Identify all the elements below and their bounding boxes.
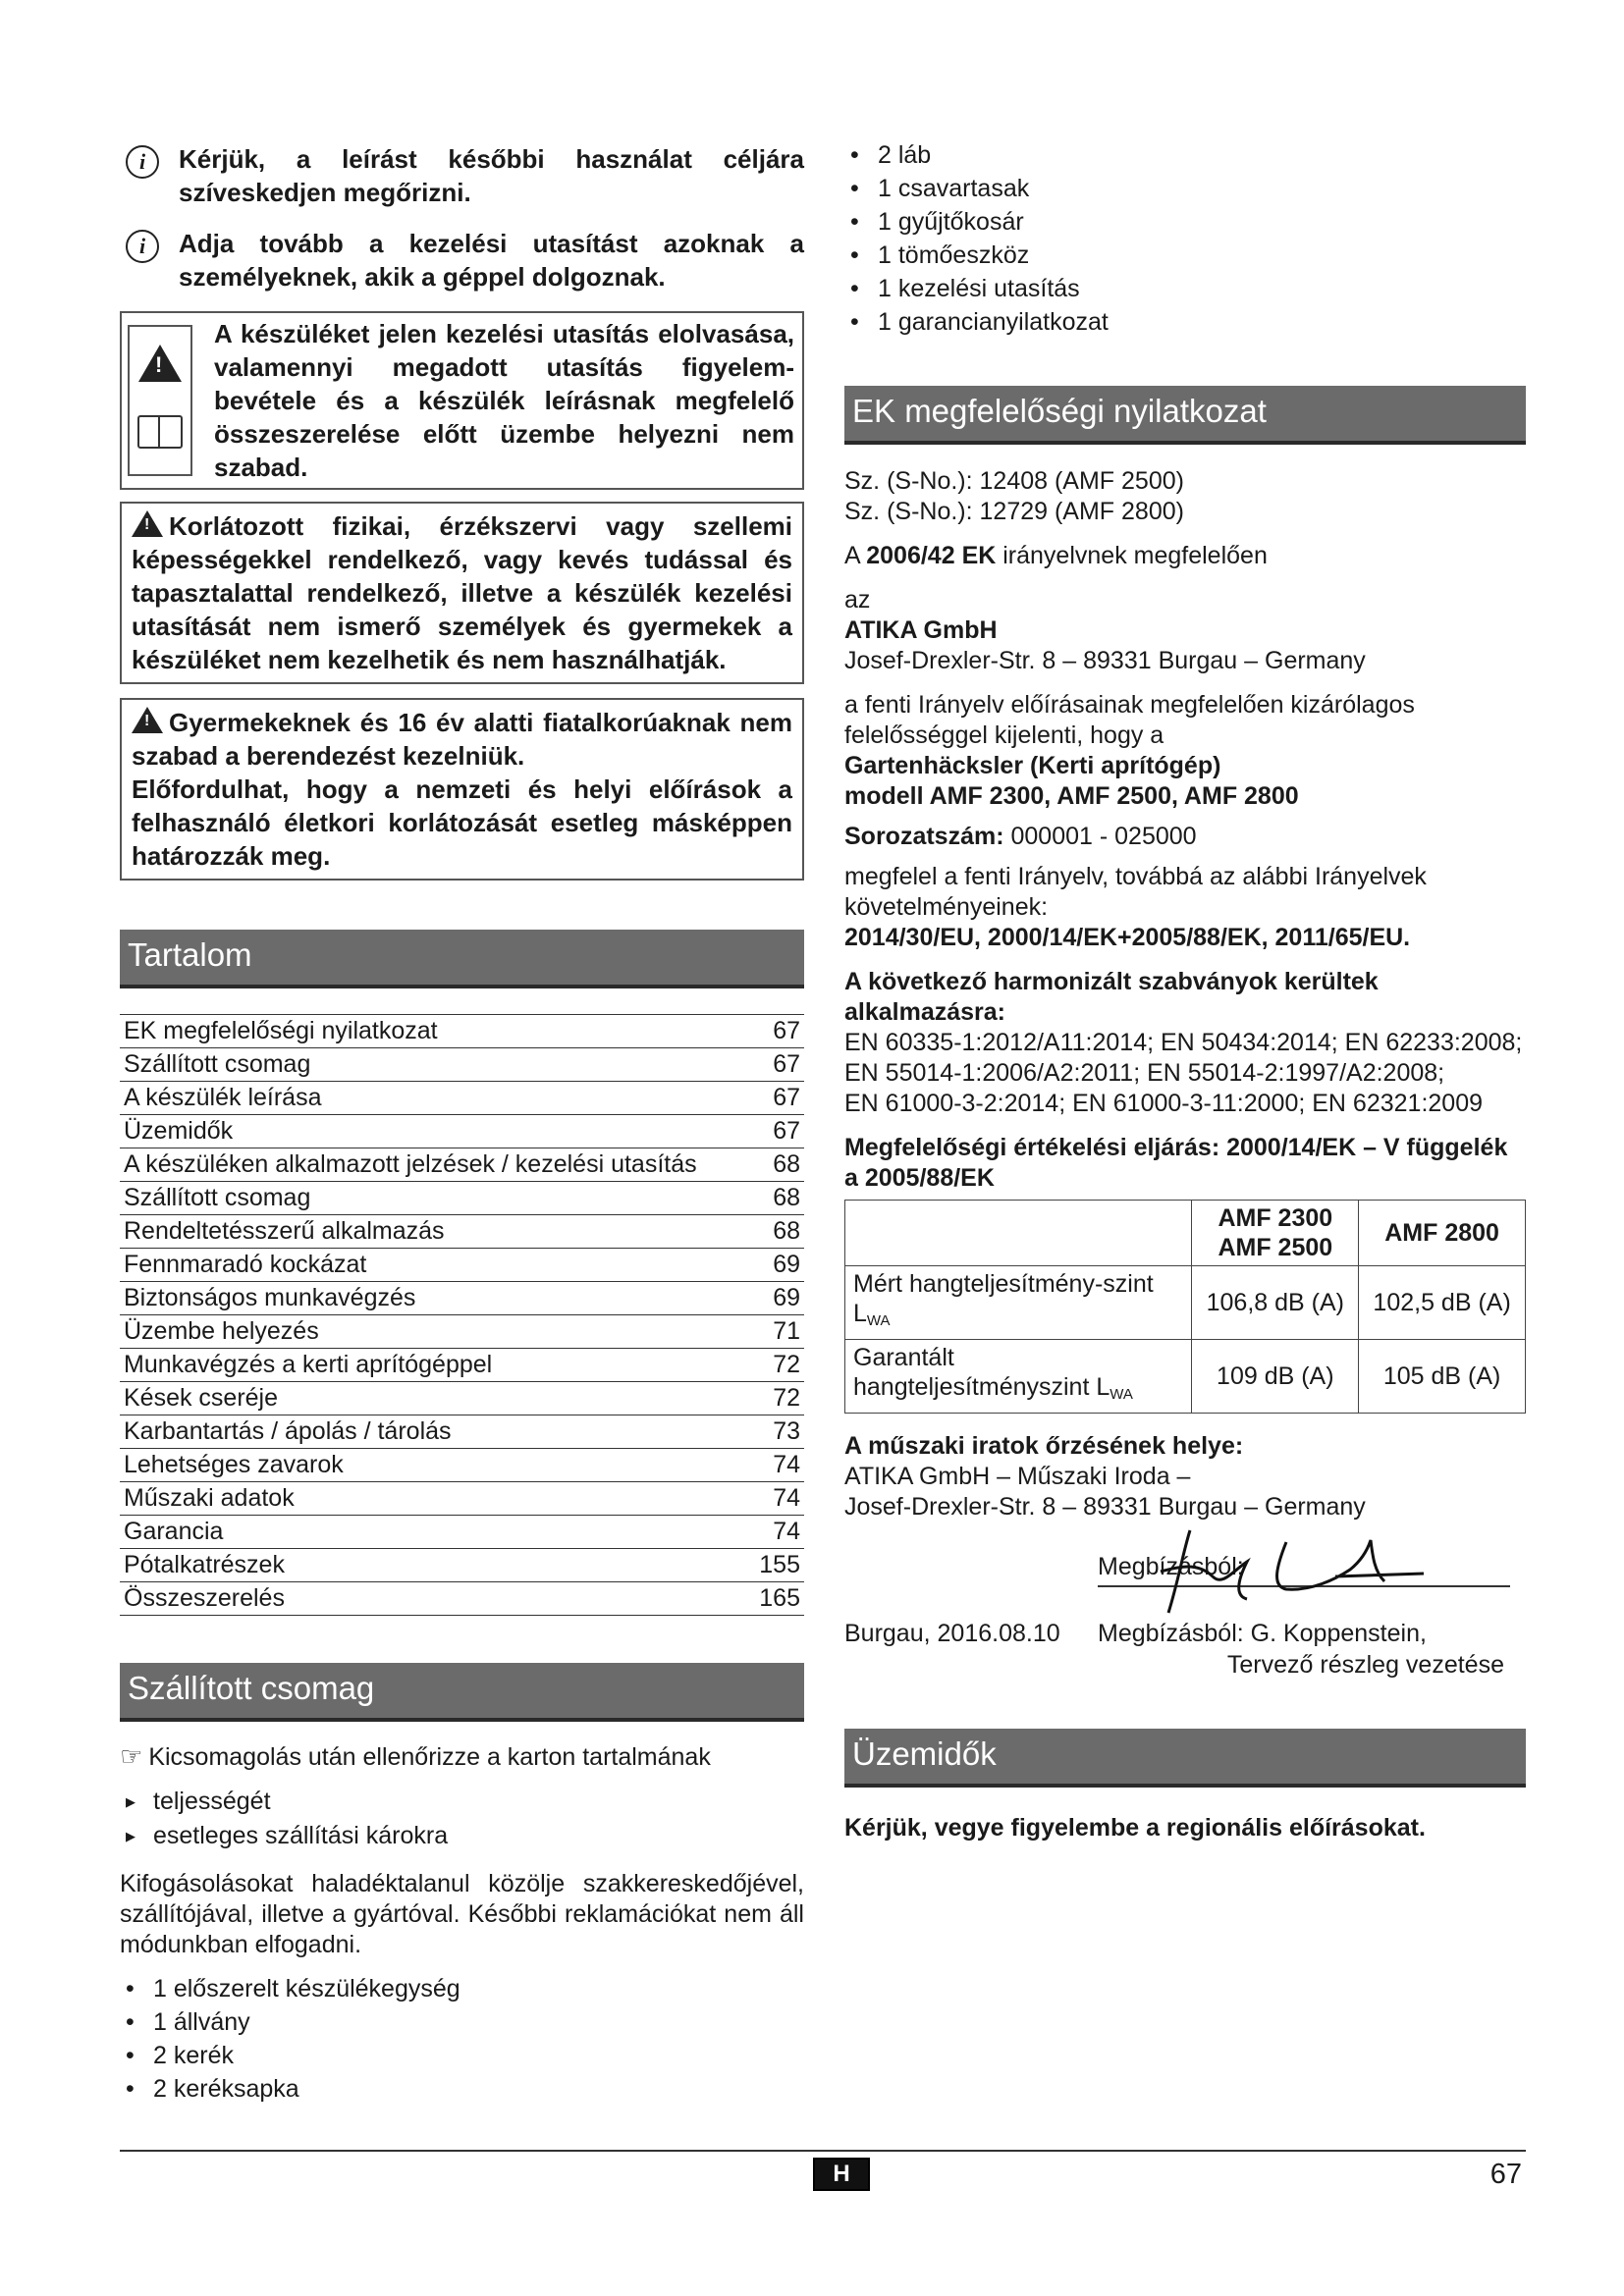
company-name: ATIKA GmbH [844,616,998,644]
delivery-check-instruction [120,1741,804,1773]
standards-heading: A következő harmonizált szabványok kerültek alkalmazásra: [844,968,1379,1026]
compliance-text: megfelel a fenti Irányelv, továbbá az alábbi Irányelvek követelményeinek: [844,863,1427,921]
delivery-items-list [120,1972,804,2106]
toc-page: 72 [773,1351,800,1378]
toc-page: 69 [773,1251,800,1278]
toc-row [120,1082,804,1115]
warning-triangle-icon [132,510,163,537]
toc-page: 73 [773,1417,800,1445]
info-icon: i [126,145,159,179]
toc-page: 68 [773,1184,800,1211]
toc-row [120,1382,804,1415]
toc-row [120,1115,804,1148]
section-heading-toc: Tartalom [120,930,804,988]
toc-title: Munkavégzés a kerti aprítógéppel [124,1351,493,1378]
toc-row [120,1282,804,1315]
table-row-label: Garantált hangteljesítményszint $L_{WA}$ [845,1340,1192,1414]
delivery-check-text: Kicsomagolás után ellenőrizze a karton tartalmának [148,1743,711,1771]
toc-page: 155 [759,1551,800,1578]
table-row-label: Mért hangteljesítmény-szint $L_{WA}$ [845,1266,1192,1340]
standards-line: EN 61000-3-2:2014; EN 61000-3-11:2000; EN 62321:2009 [844,1090,1484,1117]
toc-title: Karbantartás / ápolás / tárolás [124,1417,452,1445]
directive-statement [844,541,1526,571]
toc-title: A készüléken alkalmazott jelzések / kezelési utasítás [124,1150,697,1178]
sound-level-table [844,1200,1526,1414]
signatory-name: Megbízásból: G. Koppenstein, [1098,1620,1427,1647]
warning-box-children [120,698,804,881]
delivery-item: • 2 keréksapka [120,2072,804,2106]
standards-line: EN 60335-1:2012/A11:2014; EN 50434:2014; EN 62233:2008; [844,1029,1523,1056]
serial-range-label: Sorozatszám: [844,823,1004,850]
footer-divider [120,2150,1526,2152]
toc-title: Szállított csomag [124,1050,311,1078]
delivery-item: • 1 állvány [120,2005,804,2039]
toc-row [120,1182,804,1215]
toc-title: Lehetséges zavarok [124,1451,344,1478]
toc-title: Szállított csomag [124,1184,311,1211]
right-column [844,142,1526,1843]
table-cell: 105 dB (A) [1359,1340,1526,1414]
toc-row [120,1582,804,1616]
toc-page: 67 [773,1017,800,1044]
toc-row [120,1249,804,1282]
info-note-keep [120,142,804,209]
warning-box-restricted-persons [120,502,804,684]
toc-title: Műszaki adatok [124,1484,295,1512]
directive-number: 2006/42 EK [866,542,997,569]
warning-box-text: A készüléket jelen kezelési utasítás elolvasása, valamennyi megadott utasítás figyelem-bevétele és a készülék leírásnak megfelelő összeszerelése előtt üzembe helyezni nem szabad. [214,319,794,482]
place-date: Burgau, 2016.08.10 [844,1620,1060,1647]
table-header-cell: AMF 2800 [1359,1201,1526,1266]
serial-number: Sz. (S-No.): 12408 (AMF 2500) [844,467,1184,495]
toc-title: EK megfelelőségi nyilatkozat [124,1017,438,1044]
delivery-item: • 1 tömőeszköz [844,239,1526,272]
delivery-item: • 1 garancianyilatkozat [844,305,1526,339]
toc-page: 69 [773,1284,800,1311]
warning-icon-group [128,325,192,476]
serial-range [844,822,1526,852]
toc-page: 74 [773,1484,800,1512]
directive-list: 2014/30/EU, 2000/14/EK+2005/88/EK, 2011/65/EU. [844,924,1411,951]
company-address: Josef-Drexler-Str. 8 – 89331 Burgau – Germany [844,647,1366,674]
warning-text: Gyermekeknek és 16 év alatti fiatalkorúaknak nem szabad a berendezést kezelniük. [132,708,792,771]
delivery-item: • 2 kerék [120,2039,804,2072]
toc-title: Üzembe helyezés [124,1317,319,1345]
table-header-row [845,1201,1526,1266]
delivery-item: • 2 láb [844,138,1526,172]
toc-row [120,1048,804,1082]
table-row [845,1340,1526,1414]
table-cell: 102,5 dB (A) [1359,1266,1526,1340]
signature-block [844,1522,1526,1682]
table-row [845,1266,1526,1340]
language-badge: H [813,2158,870,2191]
toc-title: Fennmaradó kockázat [124,1251,367,1278]
pointing-hand-icon: ☞ [120,1741,143,1771]
toc-row [120,1516,804,1549]
serial-range-value: 000001 - 025000 [1010,823,1197,850]
directive-prefix: A [844,542,860,569]
toc-page: 71 [773,1317,800,1345]
serial-number: Sz. (S-No.): 12729 (AMF 2800) [844,498,1184,525]
toc-title: A készülék leírása [124,1084,322,1111]
section-heading-operating-times: Üzemidők [844,1729,1526,1788]
toc-page: 67 [773,1084,800,1111]
product-name: Gartenhäcksler (Kerti aprítógép) [844,752,1221,779]
declaration-text: a fenti Irányelv előírásainak megfelelően kizárólagos felelősséggel kijelenti, hogy a [844,691,1415,749]
table-cell: 109 dB (A) [1192,1340,1359,1414]
toc-row [120,1415,804,1449]
section-heading-ek-declaration: EK megfelelőségi nyilatkozat [844,386,1526,445]
toc-page: 68 [773,1150,800,1178]
toc-row [120,1014,804,1048]
toc-page: 67 [773,1050,800,1078]
docs-line: Josef-Drexler-Str. 8 – 89331 Burgau – Germany [844,1493,1366,1521]
toc-title: Pótalkatrészek [124,1551,285,1578]
toc-page: 68 [773,1217,800,1245]
handwritten-signature [1139,1522,1463,1621]
toc-row [120,1215,804,1249]
delivery-item: • 1 csavartasak [844,172,1526,205]
warning-box-read-manual [120,311,804,490]
signatory-title: Tervező részleg vezetése [1226,1651,1504,1679]
delivery-item: • 1 gyűjtőkosár [844,205,1526,239]
docs-heading: A műszaki iratok őrzésének helye: [844,1432,1244,1460]
delivery-item: • 1 előszerelt készülékegység [120,1972,804,2005]
docs-line: ATIKA GmbH – Műszaki Iroda – [844,1463,1191,1490]
check-item: ▶ esetleges szállítási károkra [120,1819,804,1853]
warning-text-national: Előfordulhat, hogy a nemzeti és helyi előírások a felhasználó életkori korlátozását esetleg másképpen határozzák meg. [132,774,792,871]
az-word: az [844,586,871,614]
toc-title: Biztonságos munkavégzés [124,1284,416,1311]
info-note-text: Kérjük, a leírást későbbi használat céljára szíveskedjen megőrizni. [179,144,804,207]
toc-row [120,1315,804,1349]
toc-row [120,1482,804,1516]
product-models: modell AMF 2300, AMF 2500, AMF 2800 [844,782,1299,810]
toc-title: Összeszerelés [124,1584,285,1612]
info-icon: i [126,230,159,263]
warning-text: Korlátozott fizikai, érzékszervi vagy szellemi képességekkel rendelkező, vagy kevés tudással és tapasztalattal rendelkező, illetve a készülék kezelési utasítását nem ismerő személyek és gyermekek a készüléket nem kezelhetik és nem használhatják. [132,511,792,674]
table-of-contents [120,1014,804,1616]
page-number: 67 [1489,2159,1522,2190]
info-note-pass-on [120,227,804,294]
toc-title: Kések cseréje [124,1384,279,1412]
warning-triangle-icon [132,707,163,733]
toc-page: 165 [759,1584,800,1612]
conformity-procedure: Megfelelőségi értékelési eljárás: 2000/14/EK – V függelék a 2005/88/EK [844,1134,1508,1192]
standards-line: EN 55014-1:2006/A2:2011; EN 55014-2:1997/A2:2008; [844,1059,1445,1087]
warning-triangle-icon [138,345,182,382]
toc-row [120,1148,804,1182]
left-column [120,142,804,2106]
toc-page: 74 [773,1518,800,1545]
toc-row [120,1349,804,1382]
toc-title: Rendeltetésszerű alkalmazás [124,1217,445,1245]
toc-row [120,1449,804,1482]
toc-row [120,1549,804,1582]
table-header-cell: AMF 2300 AMF 2500 [1192,1201,1359,1266]
delivery-check-list [120,1785,804,1853]
toc-title: Garancia [124,1518,224,1545]
check-item: ▶ teljességét [120,1785,804,1819]
toc-page: 67 [773,1117,800,1145]
toc-page: 74 [773,1451,800,1478]
operating-times-text: Kérjük, vegye figyelembe a regionális előírásokat. [844,1814,1426,1842]
toc-title: Üzemidők [124,1117,234,1145]
delivery-note: Kifogásolásokat haladéktalanul közölje szakkereskedőjével, szállítójával, illetve a gyártóval. Későbbi reklamációkat nem áll módunkban elfogadni. [120,1870,804,1958]
directive-suffix: irányelvnek megfelelően [1002,542,1268,569]
delivery-item: • 1 kezelési utasítás [844,272,1526,305]
info-note-text: Adja tovább a kezelési utasítást azoknak a személyeknek, akik a géppel dolgoznak. [179,229,804,292]
manual-book-icon [137,415,183,449]
section-heading-delivery: Szállított csomag [120,1663,804,1722]
toc-page: 72 [773,1384,800,1412]
signature-label: Megbízásból: [1098,1553,1244,1580]
table-cell: 106,8 dB (A) [1192,1266,1359,1340]
delivery-items-list-continued [844,138,1526,339]
